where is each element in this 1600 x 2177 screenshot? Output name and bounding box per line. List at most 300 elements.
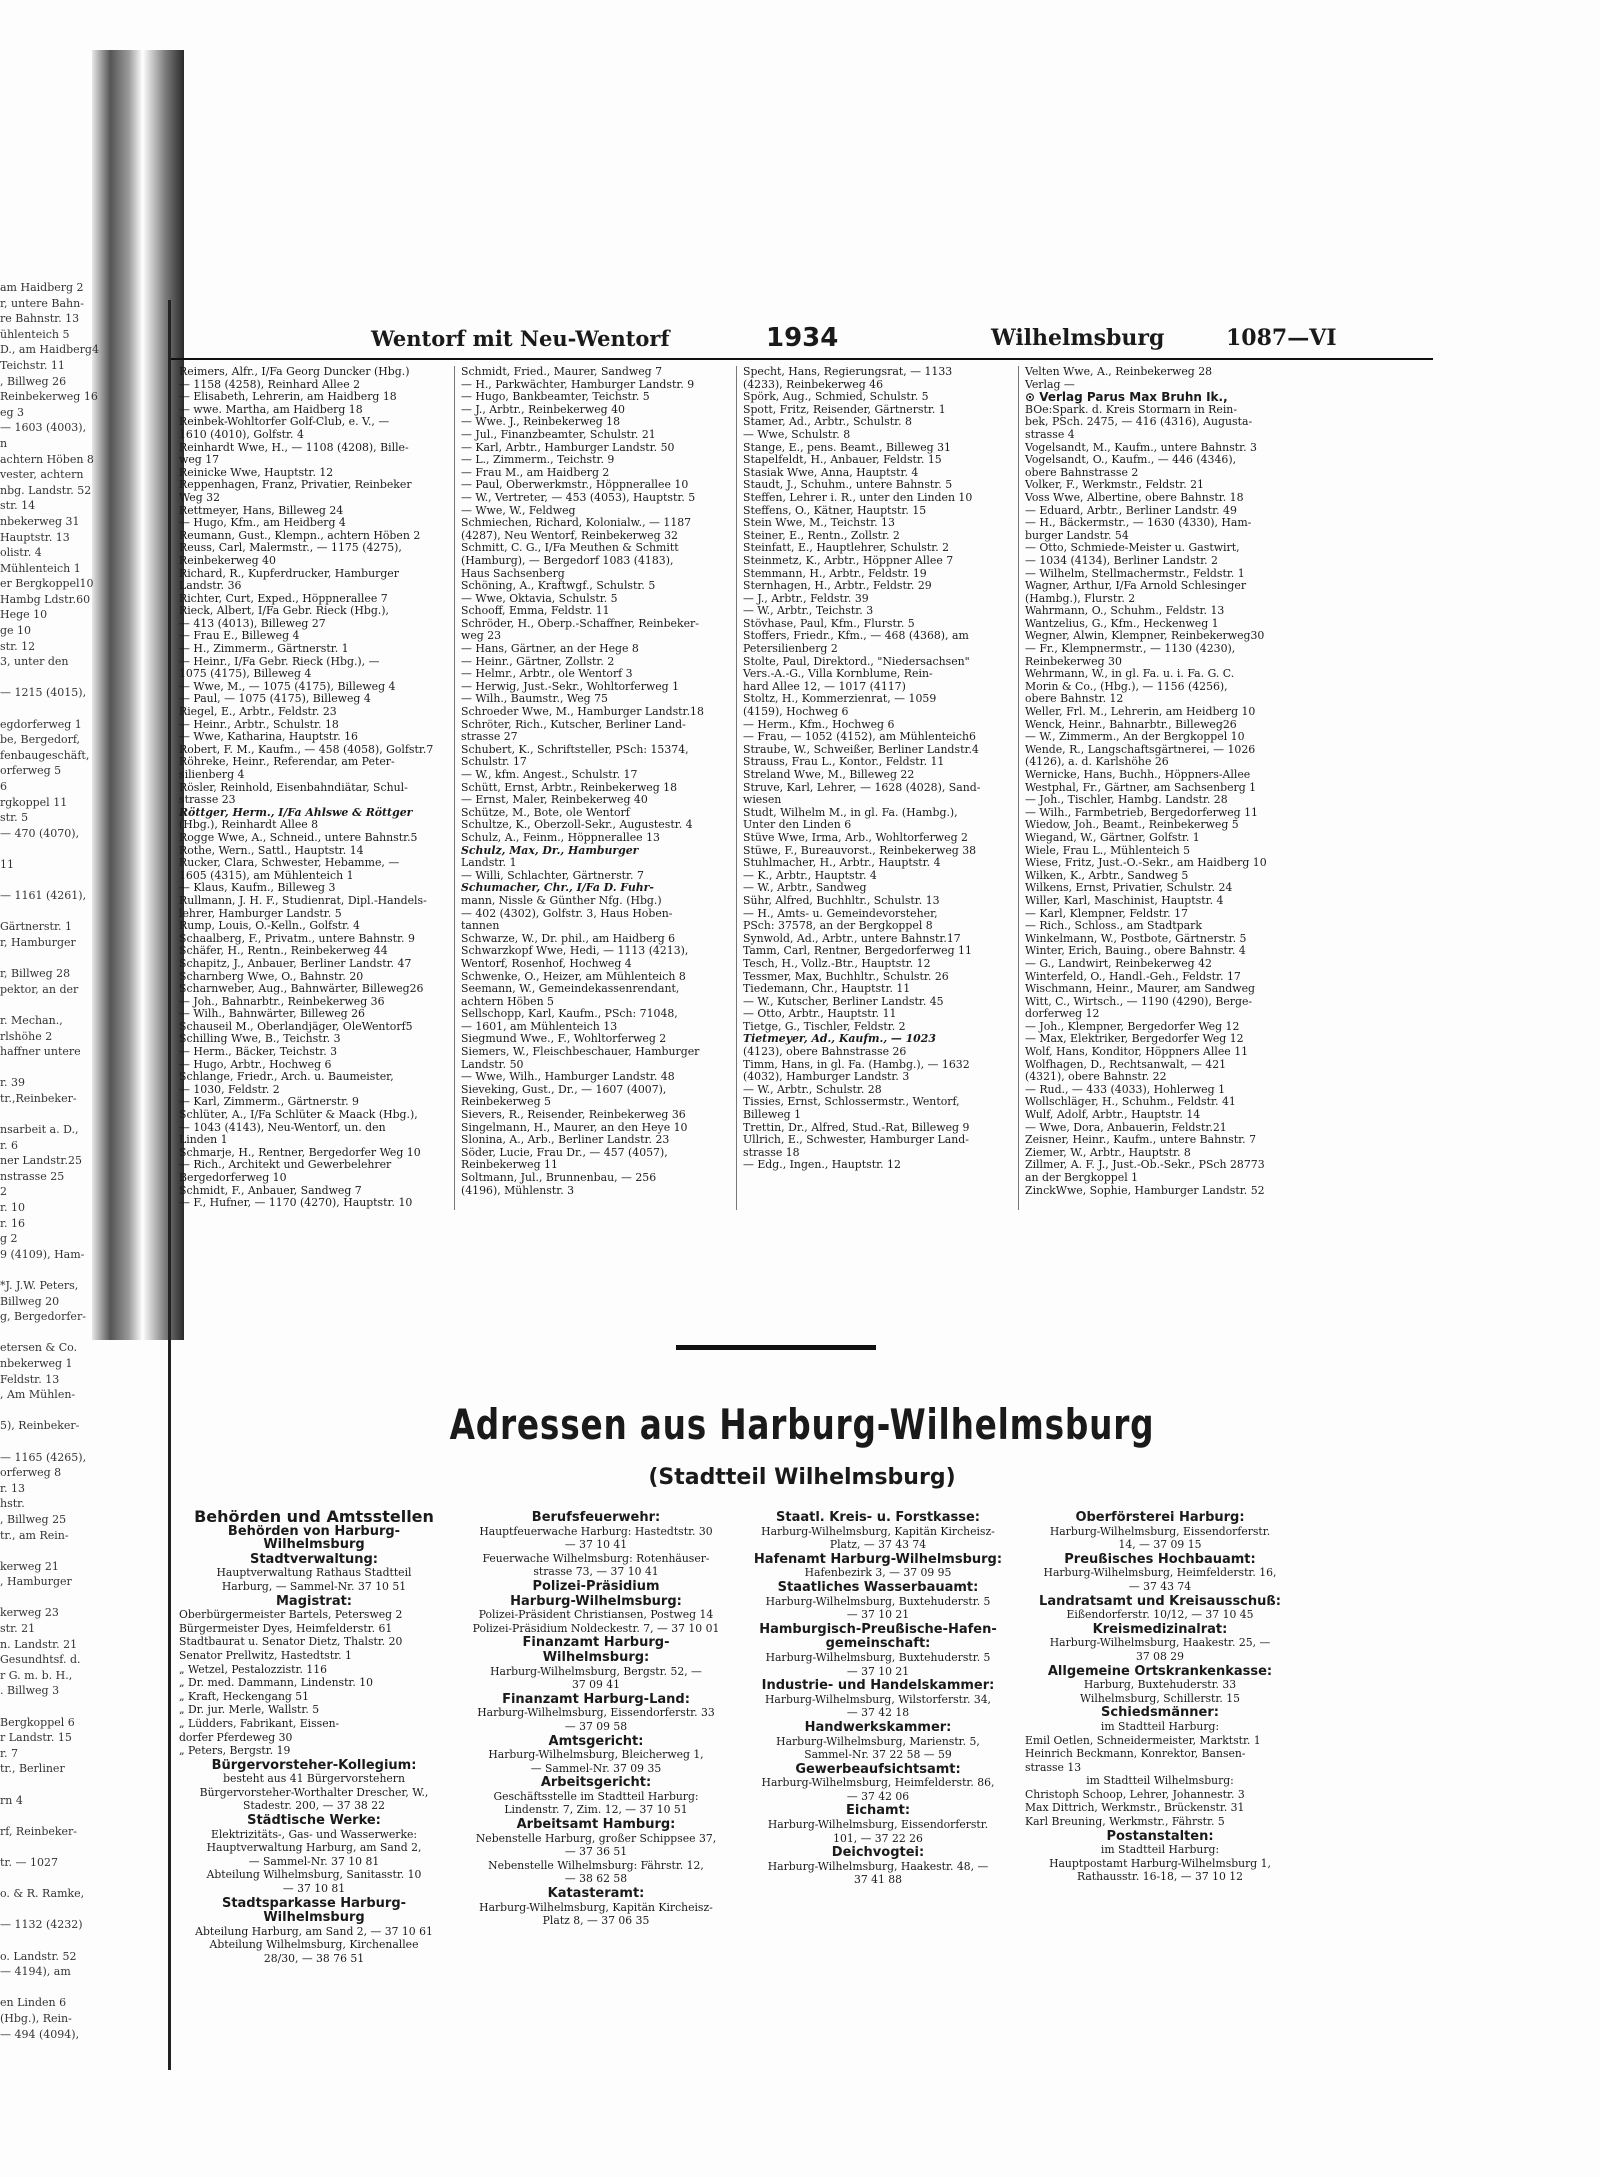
- header-place: Wentorf mit Neu-Wentorf: [371, 325, 670, 351]
- listing-entry: Unter den Linden 6: [743, 818, 852, 832]
- office-detail: Harburg-Wilhelmsburg, Eissendorferstr. 33: [477, 1706, 715, 1720]
- listing-entry: Röttger, Herm., I/Fa Ahlswe & Röttger: [179, 805, 413, 819]
- office-detail: — 37 42 06: [846, 1789, 910, 1803]
- listing-column: [737, 366, 1019, 1210]
- resident-listing: [173, 366, 1428, 1210]
- listing-entry: Singelmann, H., Maurer, an den Heye 10: [461, 1120, 688, 1134]
- fragment-line: ge 10: [0, 624, 32, 638]
- fragment-line: etersen & Co.: [0, 1341, 78, 1355]
- office-detail: „ Wetzel, Pestalozzistr. 116: [179, 1662, 327, 1676]
- fragment-line: r. 16: [0, 1216, 26, 1230]
- listing-entry: Staudt, J., Schuhm., untere Bahnstr. 5: [743, 478, 953, 492]
- office-detail: strasse 13: [1025, 1760, 1082, 1774]
- fragment-line: [0, 1933, 150, 1949]
- listing-entry: (4032), Hamburger Landstr. 3: [743, 1070, 910, 1084]
- listing-entry: 1610 (4010), Golfstr. 4: [179, 427, 304, 441]
- listing-entry: Robert, F. M., Kaufm., — 458 (4058), Golfstr.7: [179, 742, 434, 756]
- listing-entry: (Hambg.), Flurstr. 2: [1025, 591, 1136, 605]
- office-detail: Platz, — 37 43 74: [829, 1538, 927, 1552]
- office-detail: Harburg-Wilhelmsburg, Eissendorferstr.: [767, 1818, 989, 1832]
- listing-entry: Stemmann, H., Arbtr., Feldstr. 19: [743, 566, 927, 580]
- office-detail: — 37 09 58: [564, 1719, 628, 1733]
- listing-entry: Rösler, Reinhold, Eisenbahndiätar, Schul-: [179, 780, 408, 794]
- fragment-line: [0, 1839, 150, 1855]
- fragment-line: str. 14: [0, 499, 36, 513]
- listing-entry: ⊙ Verlag Parus Max Bruhn Ik.,: [1025, 390, 1228, 405]
- listing-entry: — Fr., Klempnermstr., — 1130 (4230),: [1025, 642, 1236, 656]
- listing-entry: Schlüter, A., I/Fa Schlüter & Maack (Hbg.),: [179, 1108, 418, 1122]
- listing-entry: — Klaus, Kaufm., Billeweg 3: [179, 881, 336, 895]
- listing-entry: Steffen, Lehrer i. R., unter den Linden 10: [743, 490, 973, 504]
- header-rule: [171, 358, 1433, 360]
- office-heading: Magistrat:: [275, 1593, 353, 1609]
- listing-entry: — Paul, — 1075 (4175), Billeweg 4: [179, 692, 371, 706]
- listing-entry: — Wwe. J., Reinbekerweg 18: [461, 415, 621, 429]
- fragment-line: — 470 (4070),: [0, 826, 80, 840]
- fragment-line: Hambg Ldstr.60: [0, 592, 91, 606]
- office-heading: Hafenamt Harburg-Wilhelmsburg:: [753, 1551, 1003, 1567]
- page-number: 1087—VI: [1226, 325, 1337, 351]
- listing-entry: Schulstr. 17: [461, 755, 527, 769]
- office-detail: Emil Oetlen, Schneidermeister, Marktstr. 1: [1025, 1733, 1261, 1747]
- fragment-line: orferweg 5: [0, 764, 62, 778]
- listing-entry: Schilling Wwe, B., Teichstr. 3: [179, 1032, 341, 1046]
- listing-entry: Tesch, H., Vollz.-Btr., Hauptstr. 12: [743, 956, 931, 970]
- listing-entry: Synwold, Ad., Arbtr., untere Bahnstr.17: [743, 931, 961, 945]
- listing-entry: Wiele, Frau L., Mühlenteich 5: [1025, 843, 1191, 857]
- authorities-column: [173, 1507, 455, 1966]
- listing-entry: wiesen: [743, 793, 782, 807]
- listing-entry: Winterfeld, O., Handl.-Geh., Feldstr. 17: [1025, 969, 1241, 983]
- fragment-line: — 1161 (4261),: [0, 889, 87, 903]
- office-heading: Polizei-Präsidium: [532, 1578, 660, 1594]
- listing-entry: — Rud., — 433 (4033), Hohlerweg 1: [1025, 1082, 1225, 1096]
- office-heading: Handwerkskammer:: [804, 1719, 952, 1735]
- fragment-line: , Billweg 25: [0, 1512, 67, 1526]
- office-heading: Finanzamt Harburg-: [522, 1635, 670, 1651]
- listing-entry: — G., Landwirt, Reinbekerweg 42: [1025, 956, 1212, 970]
- office-detail: Senator Prellwitz, Hastedtstr. 1: [179, 1648, 352, 1662]
- office-detail: Harburg-Wilhelmsburg, Buxtehuderstr. 5: [765, 1650, 991, 1664]
- listing-entry: Wilken, K., Arbtr., Sandweg 5: [1025, 868, 1189, 882]
- listing-entry: Reinbekerweg 30: [1025, 654, 1122, 668]
- listing-entry: (4233), Reinbekerweg 46: [743, 377, 884, 391]
- office-detail: Hauptverwaltung Rathaus Stadtteil: [216, 1566, 412, 1580]
- listing-entry: Wenck, Heinr., Bahnarbtr., Billeweg26: [1025, 717, 1237, 731]
- office-detail: Harburg, Buxtehuderstr. 33: [1083, 1678, 1237, 1692]
- office-detail: Sammel-Nr. 37 22 58 — 59: [804, 1748, 952, 1762]
- listing-entry: Schulz, Max, Dr., Hamburger: [461, 843, 639, 857]
- office-detail: Harburg-Wilhelmsburg, Bleicherweg 1,: [488, 1748, 704, 1762]
- listing-entry: Tietge, G., Tischler, Feldstr. 2: [743, 1019, 906, 1033]
- fragment-line: egdorferweg 1: [0, 717, 82, 731]
- listing-entry: — Frau, — 1052 (4152), am Mühlenteich6: [743, 730, 976, 744]
- listing-entry: Specht, Hans, Regierungsrat, — 1133: [743, 365, 953, 378]
- fragment-line: Mühlenteich 1: [0, 561, 81, 575]
- fragment-line: fenbaugeschäft,: [0, 748, 90, 762]
- listing-entry: (4123), obere Bahnstrasse 26: [743, 1045, 907, 1059]
- listing-entry: Stövhase, Paul, Kfm., Flurstr. 5: [743, 616, 915, 630]
- fragment-line: achtern Höben 8: [0, 452, 94, 466]
- fragment-line: n. Landstr. 21: [0, 1637, 78, 1651]
- listing-entry: hard Allee 12, — 1017 (4117): [743, 679, 906, 693]
- listing-entry: — Wilhelm, Stellmachermstr., Feldstr. 1: [1025, 566, 1245, 580]
- listing-entry: tannen: [461, 919, 500, 933]
- listing-entry: Schmitt, C. G., I/Fa Meuthen & Schmitt: [461, 541, 679, 555]
- office-heading: Oberförsterei Harburg:: [1075, 1510, 1245, 1525]
- office-detail: Karl Breuning, Werkmstr., Fährstr. 5: [1025, 1815, 1225, 1829]
- office-detail: — 37 42 18: [846, 1706, 910, 1720]
- office-heading: Behörden von Harburg-Wilhelmsburg: [227, 1523, 401, 1553]
- office-detail: 37 09 41: [571, 1678, 621, 1692]
- listing-entry: — 413 (4013), Billeweg 27: [179, 616, 326, 630]
- listing-entry: Schumacher, Chr., I/Fa D. Fuhr-: [461, 881, 654, 895]
- listing-entry: Schütt, Ernst, Arbtr., Reinbekerweg 18: [461, 780, 678, 794]
- listing-entry: Wernicke, Hans, Buchh., Höppners-Allee: [1025, 768, 1251, 781]
- listing-entry: — J., Arbtr., Reinbekerweg 40: [461, 402, 625, 416]
- fragment-line: nsarbeit a. D.,: [0, 1123, 79, 1137]
- listing-entry: Winter, Erich, Bauing., obere Bahnstr. 4: [1025, 944, 1246, 958]
- listing-entry: Tiedemann, Chr., Hauptstr. 11: [743, 982, 911, 996]
- listing-entry: Wiedow, Joh., Beamt., Reinbekerweg 5: [1025, 818, 1239, 832]
- listing-entry: Landstr. 36: [179, 579, 242, 593]
- fragment-line: [0, 1403, 150, 1419]
- fragment-line: [0, 1590, 150, 1606]
- office-detail: Lindenstr. 7, Zim. 12, — 37 10 51: [504, 1803, 688, 1817]
- listing-entry: Schaalberg, F., Privatm., untere Bahnstr. 9: [179, 931, 415, 945]
- listing-entry: Reinbekerweg 11: [461, 1158, 558, 1172]
- listing-entry: Wollschläger, H., Schuhm., Feldstr. 41: [1025, 1095, 1236, 1109]
- listing-column: [455, 366, 737, 1210]
- fragment-line: r G. m. b. H.,: [0, 1668, 73, 1682]
- page-header: [171, 322, 1433, 354]
- fragment-line: [0, 1434, 150, 1450]
- listing-entry: Siegmund Wwe., F., Wohltorferweg 2: [461, 1032, 667, 1046]
- fragment-line: Hege 10: [0, 608, 48, 622]
- fragment-line: *J. J.W. Peters,: [0, 1279, 79, 1292]
- fragment-line: 9 (4109), Ham-: [0, 1247, 85, 1261]
- listing-entry: Steinfatt, E., Hauptlehrer, Schulstr. 2: [743, 541, 950, 555]
- office-heading: Schiedsmänner:: [1101, 1705, 1219, 1721]
- authorities-listing: [173, 1507, 1428, 1966]
- fragment-line: pektor, an der: [0, 982, 79, 996]
- fragment-line: [0, 841, 150, 857]
- fragment-line: olistr. 4: [0, 546, 42, 560]
- office-heading: Bürgervorsteher-Kollegium:: [211, 1757, 417, 1773]
- listing-entry: Schauseil M., Oberlandjäger, OleWentorf5: [179, 1019, 413, 1033]
- listing-entry: Trettin, Dr., Alfred, Stud.-Rat, Billeweg 9: [743, 1120, 970, 1134]
- office-heading: Deichvogtei:: [831, 1845, 925, 1861]
- fragment-line: Teichstr. 11: [0, 358, 65, 372]
- listing-entry: — Joh., Klempner, Bergedorfer Weg 12: [1025, 1019, 1240, 1033]
- office-detail: Rathausstr. 16-18, — 37 10 12: [1076, 1870, 1244, 1884]
- listing-entry: — Helmr., Arbtr., ole Wentorf 3: [461, 667, 633, 681]
- fragment-line: kerweg 23: [0, 1606, 59, 1620]
- listing-entry: Tietmeyer, Ad., Kaufm., — 1023: [743, 1032, 936, 1046]
- fragment-line: r, untere Bahn-: [0, 296, 84, 310]
- listing-entry: (4196), Mühlenstr. 3: [461, 1183, 575, 1197]
- listing-entry: Tamm, Carl, Rentner, Bergedorferweg 11: [743, 944, 972, 958]
- fragment-line: r. Mechan.,: [0, 1013, 63, 1027]
- fragment-line: r, Billweg 28: [0, 967, 71, 981]
- office-detail: Hauptfeuerwache Harburg: Hastedtstr. 30: [479, 1524, 713, 1538]
- office-detail: 14, — 37 09 15: [1118, 1538, 1202, 1552]
- header-city: Wilhelmsburg: [991, 325, 1165, 351]
- fragment-line: str. 5: [0, 811, 29, 825]
- fragment-line: kerweg 21: [0, 1559, 59, 1573]
- listing-entry: — Herm., Bäcker, Teichstr. 3: [179, 1045, 338, 1059]
- office-detail: 37 41 88: [853, 1873, 903, 1887]
- listing-entry: — Otto, Schmiede-Meister u. Gastwirt,: [1025, 541, 1240, 555]
- listing-entry: Stasiak Wwe, Anna, Hauptstr. 4: [743, 465, 919, 479]
- office-detail: 28/30, — 38 76 51: [263, 1952, 365, 1965]
- listing-entry: Strauss, Frau L., Kontor., Feldstr. 11: [743, 755, 945, 769]
- fragment-line: (Hbg.), Rein-: [0, 2011, 72, 2025]
- office-detail: — 37 43 74: [1128, 1579, 1192, 1593]
- listing-entry: Steinmetz, K., Arbtr., Höppner Allee 7: [743, 553, 954, 567]
- office-heading: Arbeitsamt Hamburg:: [516, 1817, 676, 1833]
- listing-entry: Richard, R., Kupferdrucker, Hamburger: [179, 566, 399, 580]
- listing-entry: lehrer, Hamburger Landstr. 5: [179, 906, 342, 920]
- listing-entry: — J., Arbtr., Feldstr. 39: [743, 591, 869, 605]
- listing-entry: Wiese, Fritz, Just.-O.-Sekr., am Haidberg 10: [1025, 856, 1267, 870]
- listing-entry: — F., Hufner, — 1170 (4270), Hauptstr. 10: [179, 1196, 413, 1210]
- listing-entry: — Heinr., Arbtr., Schulstr. 18: [179, 717, 339, 731]
- fragment-line: [0, 1902, 150, 1918]
- fragment-line: o. Landstr. 52: [0, 1949, 77, 1963]
- listing-entry: Wilkens, Ernst, Privatier, Schulstr. 24: [1025, 881, 1233, 895]
- office-detail: Polizei-Präsident Christiansen, Postweg 14: [478, 1608, 714, 1622]
- listing-entry: Linden 1: [179, 1133, 228, 1147]
- listing-entry: — 1043 (4143), Neu-Wentorf, un. den: [179, 1120, 386, 1134]
- listing-entry: — Heinr., Gärtner, Zollstr. 2: [461, 654, 615, 668]
- listing-entry: Velten Wwe, A., Reinbekerweg 28: [1025, 365, 1213, 378]
- listing-entry: — Rich., Schloss., am Stadtpark: [1025, 919, 1202, 933]
- listing-entry: Wahrmann, O., Schuhm., Feldstr. 13: [1025, 604, 1225, 618]
- listing-entry: (4159), Hochweg 6: [743, 705, 849, 719]
- listing-entry: strasse 4: [1025, 427, 1075, 441]
- listing-entry: 1075 (4175), Billeweg 4: [179, 667, 312, 681]
- listing-entry: — Wilh., Baumstr., Weg 75: [461, 692, 608, 706]
- fragment-line: Gesundhtsf. d.: [0, 1653, 81, 1667]
- fragment-line: r. 6: [0, 1138, 19, 1152]
- office-heading: Staatliches Wasserbauamt:: [777, 1579, 979, 1595]
- listing-entry: Verlag —: [1025, 377, 1075, 391]
- office-detail: Bürgermeister Dyes, Heimfelderstr. 61: [179, 1621, 393, 1635]
- office-detail: — 38 62 58: [564, 1872, 628, 1886]
- listing-entry: mann, Nissle & Günther Nfg. (Hbg.): [461, 893, 662, 907]
- listing-entry: Witt, C., Wirtsch., — 1190 (4290), Berge-: [1025, 994, 1253, 1008]
- office-detail: — 37 36 51: [564, 1845, 628, 1859]
- listing-entry: Struve, Karl, Lehrer, — 1628 (4028), Sand-: [743, 780, 981, 794]
- listing-entry: 1605 (4315), am Mühlenteich 1: [179, 868, 354, 882]
- fragment-line: am Haidberg 2: [0, 281, 84, 294]
- listing-entry: Straube, W., Schweißer, Berliner Landstr.4: [743, 742, 979, 756]
- fragment-line: n: [0, 436, 8, 450]
- fragment-line: [0, 1980, 150, 1996]
- fragment-line: [0, 904, 150, 920]
- listing-entry: — Hugo, Arbtr., Hochweg 6: [179, 1057, 332, 1071]
- listing-entry: Billeweg 1: [743, 1108, 802, 1122]
- listing-entry: Voss Wwe, Albertine, obere Bahnstr. 18: [1025, 490, 1244, 504]
- office-detail: dorfer Pferdeweg 30: [179, 1730, 293, 1744]
- fragment-line: nbg. Landstr. 52: [0, 483, 92, 497]
- listing-entry: Volker, F., Werkmstr., Feldstr. 21: [1025, 478, 1204, 492]
- listing-entry: Reinicke Wwe, Hauptstr. 12: [179, 465, 334, 479]
- listing-entry: — Herm., Kfm., Hochweg 6: [743, 717, 895, 731]
- section-subtitle: (Stadtteil Wilhelmsburg): [648, 1465, 956, 1490]
- listing-entry: achtern Höben 5: [461, 994, 554, 1008]
- fragment-line: — 1215 (4015),: [0, 686, 87, 700]
- listing-entry: Schröter, Rich., Kutscher, Berliner Land-: [461, 717, 686, 731]
- office-detail: Christoph Schoop, Lehrer, Johannestr. 3: [1025, 1787, 1245, 1801]
- listing-entry: Zeisner, Heinr., Kaufm., untere Bahnstr. 7: [1025, 1133, 1257, 1147]
- listing-entry: strasse 27: [461, 730, 518, 744]
- listing-entry: — Karl, Arbtr., Hamburger Landstr. 50: [461, 440, 675, 454]
- fragment-line: nbekerweg 31: [0, 514, 80, 528]
- listing-entry: — Herwig, Just.-Sekr., Wohltorferweg 1: [461, 679, 680, 693]
- fragment-line: [0, 951, 150, 967]
- fragment-line: tr. — 1027: [0, 1855, 58, 1869]
- fragment-line: [0, 1871, 150, 1887]
- fragment-line: orferweg 8: [0, 1466, 62, 1480]
- authorities-column: [737, 1510, 1019, 1966]
- office-detail: 37 08 29: [1135, 1649, 1185, 1663]
- fragment-line: r. 13: [0, 1481, 26, 1495]
- listing-entry: Timm, Hans, in gl. Fa. (Hambg.), — 1632: [743, 1057, 970, 1071]
- listing-entry: Tissies, Ernst, Schlossermstr., Wentorf,: [743, 1095, 960, 1109]
- listing-entry: — L., Zimmerm., Teichstr. 9: [461, 453, 615, 467]
- office-detail: Eißendorferstr. 10/12, — 37 10 45: [1066, 1608, 1254, 1622]
- office-heading: Landratsamt und Kreisausschuß:: [1039, 1593, 1281, 1609]
- listing-entry: Sühr, Alfred, Buchhltr., Schulstr. 13: [743, 893, 940, 907]
- fragment-line: [0, 701, 150, 717]
- office-heading: Wilhelmsburg: [263, 1910, 365, 1926]
- listing-entry: — Edg., Ingen., Hauptstr. 12: [743, 1158, 901, 1172]
- office-detail: Harburg-Wilhelmsburg, Haakestr. 25, —: [1049, 1636, 1271, 1650]
- listing-entry: — Elisabeth, Lehrerin, am Haidberg 18: [179, 390, 397, 404]
- office-detail: Nebenstelle Wilhelmsburg: Fährstr. 12,: [488, 1858, 704, 1872]
- office-detail: Harburg-Wilhelmsburg, Kapitän Kircheisz-: [761, 1524, 995, 1538]
- office-heading: Finanzamt Harburg-Land:: [502, 1691, 690, 1707]
- office-heading: Hamburgisch-Preußische-Hafen-: [759, 1621, 997, 1637]
- fragment-line: be, Bergedorf,: [0, 733, 81, 747]
- listing-entry: — H., Amts- u. Gemeindevorsteher,: [743, 906, 938, 920]
- office-heading: Postanstalten:: [1106, 1828, 1214, 1844]
- listing-entry: Wolfhagen, D., Rechtsanwalt, — 421: [1025, 1057, 1227, 1071]
- office-heading: Städtische Werke:: [247, 1813, 381, 1829]
- listing-entry: burger Landstr. 54: [1025, 528, 1129, 542]
- fragment-line: eg 3: [0, 405, 25, 419]
- listing-entry: — Wwe, Katharina, Hauptstr. 16: [179, 730, 358, 744]
- listing-entry: Stuhlmacher, H., Arbtr., Hauptstr. 4: [743, 856, 941, 870]
- listing-entry: (Hamburg), — Bergedorf 1083 (4183),: [461, 553, 674, 567]
- listing-entry: Stüwe, F., Bureauvorst., Reinbekerweg 38: [743, 843, 977, 857]
- listing-entry: Stange, E., pens. Beamt., Billeweg 31: [743, 440, 951, 454]
- listing-entry: Steiner, E., Rentn., Zollstr. 2: [743, 528, 900, 542]
- office-detail: Max Dittrich, Werkmstr., Brückenstr. 31: [1025, 1801, 1245, 1815]
- listing-entry: — Willi, Schlachter, Gärtnerstr. 7: [461, 868, 644, 882]
- listing-entry: — Frau M., am Haidberg 2: [461, 465, 610, 479]
- fragment-line: nbekerweg 1: [0, 1356, 73, 1370]
- listing-entry: Stamer, Ad., Arbtr., Schulstr. 8: [743, 415, 912, 429]
- listing-entry: — Frau E., Billeweg 4: [179, 629, 300, 643]
- listing-entry: Schlange, Friedr., Arch. u. Baumeister,: [179, 1070, 394, 1084]
- listing-entry: — Wwe, Oktavia, Schulstr. 5: [461, 591, 618, 605]
- listing-entry: bek, PSch. 2475, — 416 (4316), Augusta-: [1025, 415, 1253, 429]
- office-detail: Oberbürgermeister Bartels, Petersweg 2: [179, 1608, 403, 1622]
- office-detail: Abteilung Harburg, am Sand 2, — 37 10 61: [195, 1924, 433, 1938]
- office-heading: Arbeitsgericht:: [540, 1775, 652, 1791]
- listing-entry: Wischmann, Heinr., Maurer, am Sandweg: [1025, 982, 1255, 996]
- listing-entry: Schulz, A., Feinm., Höppnerallee 13: [461, 830, 660, 844]
- fragment-line: [0, 1543, 150, 1559]
- fragment-line: r. 10: [0, 1201, 26, 1215]
- office-heading: gemeinschaft:: [825, 1636, 931, 1652]
- fragment-line: 5), Reinbeker-: [0, 1419, 80, 1433]
- listing-entry: Söder, Lucie, Frau Dr., — 457 (4057),: [461, 1145, 668, 1159]
- listing-entry: Wiegand, W., Gärtner, Golfstr. 1: [1025, 830, 1200, 844]
- listing-entry: Schwenke, O., Heizer, am Mühlenteich 8: [461, 969, 686, 983]
- listing-entry: — Hugo, Bankbeamter, Teichstr. 5: [461, 390, 650, 404]
- listing-column: [173, 366, 455, 1210]
- office-heading: Harburg-Wilhelmsburg:: [510, 1593, 682, 1609]
- listing-entry: obere Bahnstr. 12: [1025, 692, 1124, 706]
- listing-entry: Weller, Frl. M., Lehrerin, am Heidberg 10: [1025, 705, 1256, 719]
- listing-entry: Rucker, Clara, Schwester, Hebamme, —: [179, 856, 400, 870]
- listing-entry: Spott, Fritz, Reisender, Gärtnerstr. 1: [743, 402, 946, 416]
- listing-entry: Landstr. 1: [461, 856, 517, 870]
- fragment-line: r, Hamburger: [0, 935, 76, 949]
- listing-entry: Soltmann, Jul., Brunnenbau, — 256: [461, 1171, 657, 1184]
- office-detail: — 37 10 21: [846, 1664, 910, 1678]
- listing-entry: — Joh., Tischler, Hambg. Landstr. 28: [1025, 793, 1228, 807]
- office-detail: „ Lüdders, Fabrikant, Eissen-: [179, 1716, 340, 1730]
- listing-entry: Studt, Wilhelm M., in gl. Fa. (Hambg.),: [743, 805, 958, 819]
- listing-entry: — W., Vertreter, — 453 (4053), Hauptstr. 5: [461, 490, 696, 504]
- listing-entry: — 1601, am Mühlenteich 13: [461, 1019, 618, 1033]
- listing-entry: — K., Arbtr., Hauptstr. 4: [743, 868, 877, 882]
- listing-entry: Morin & Co., (Hbg.), — 1156 (4256),: [1025, 679, 1228, 693]
- office-heading: Kreismedizinalrat:: [1092, 1621, 1228, 1637]
- listing-entry: dorferweg 12: [1025, 1007, 1100, 1021]
- listing-entry: Sellschopp, Karl, Kaufm., PSch: 71048,: [461, 1007, 678, 1021]
- fragment-line: o. & R. Ramke,: [0, 1887, 85, 1901]
- listing-entry: Wulf, Adolf, Arbtr., Hauptstr. 14: [1025, 1108, 1201, 1122]
- listing-entry: — Otto, Arbtr., Hauptstr. 11: [743, 1007, 897, 1021]
- listing-entry: — Wilh., Farmbetrieb, Bergedorferweg 11: [1025, 805, 1258, 819]
- listing-entry: — 1034 (4134), Berliner Landstr. 2: [1025, 553, 1218, 567]
- fragment-line: [0, 997, 150, 1013]
- office-detail: Feuerwache Wilhelmsburg: Rotenhäuser-: [482, 1551, 710, 1565]
- listing-entry: Schwarzkopf Wwe, Hedi, — 1113 (4213),: [461, 944, 689, 958]
- fragment-line: 11: [0, 857, 14, 871]
- office-heading: Stadtverwaltung:: [249, 1551, 379, 1567]
- listing-entry: Zillmer, A. F. J., Just.-Ob.-Sekr., PSch 28773: [1025, 1158, 1265, 1172]
- listing-entry: Schooff, Emma, Feldstr. 11: [461, 604, 610, 618]
- office-heading: Allgemeine Ortskrankenkasse:: [1047, 1663, 1273, 1679]
- listing-entry: — W., Arbtr., Teichstr. 3: [743, 604, 874, 618]
- directory-page: [168, 300, 1433, 2070]
- listing-entry: Slonina, A., Arb., Berliner Landstr. 23: [461, 1133, 670, 1147]
- office-detail: „ Kraft, Heckengang 51: [179, 1689, 310, 1703]
- fragment-line: g 2: [0, 1232, 18, 1246]
- office-detail: — Sammel-Nr. 37 09 35: [530, 1761, 662, 1775]
- listing-entry: weg 23: [461, 629, 502, 643]
- fragment-line: tr., am Rein-: [0, 1528, 69, 1542]
- listing-entry: Siemers, W., Fleischbeschauer, Hamburger: [461, 1045, 700, 1059]
- office-detail: 101, — 37 22 26: [833, 1831, 923, 1845]
